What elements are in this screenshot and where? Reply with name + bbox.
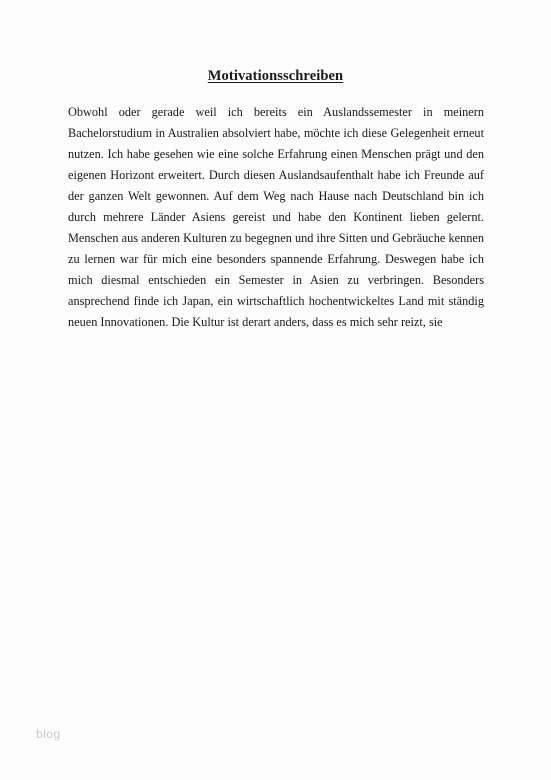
document-body-visible [68, 102, 484, 333]
watermark: blog [36, 727, 61, 741]
document-title: Motivationsschreiben [207, 68, 344, 84]
paragraph-visible: Obwohl oder gerade weil ich bereits ein Auslandssemester in meinern Bachelorstudium in Australien absolviert habe, möchte ich diese Gelegenheit erneut nutzen. Ich habe gesehen wie eine solche Erfahrung einen Menschen prägt und den eigenen Horizont erweitert. Durch diesen Auslandsaufenthalt habe ich Freunde auf der ganzen Welt gewonnen. Auf dem Weg nach Hause nach Deutschland bin ich durch mehrere Länder Asiens gereist und habe den Kontinent lieben gelernt. Menschen aus anderen Kulturen zu begegnen und ihre Sitten und Gebräuche kennen zu lernen war für mich eine besonders spannende Erfahrung. Deswegen habe ich mich diesmal entschieden ein Semester in Asien zu verbringen. Besonders ansprechend finde ich Japan, ein wirtschaftlich hochentwickeltes Land mit ständig neuen Innovationen. Die Kultur ist derart anders, dass es mich sehr reizt, sie [68, 105, 484, 329]
